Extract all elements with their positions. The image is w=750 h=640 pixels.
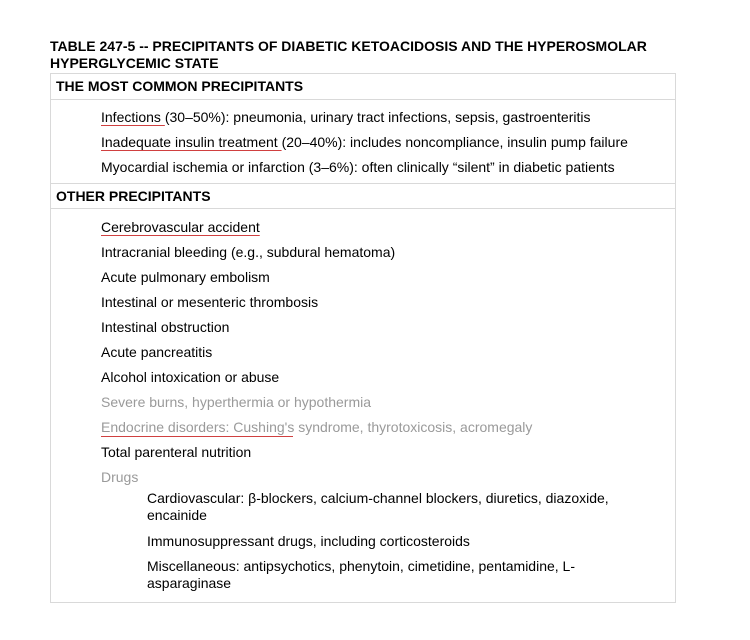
spellcheck-underline xyxy=(101,436,293,437)
list-item: Acute pancreatitis xyxy=(101,344,213,360)
list-item: Myocardial ischemia or infarction (3–6%): often clinically “silent” in diabetic patients xyxy=(101,159,615,175)
list-item: Severe burns, hyperthermia or hypothermia xyxy=(101,394,372,410)
section-heading-most-common: THE MOST COMMON PRECIPITANTS xyxy=(51,74,675,100)
drug-list-item: Miscellaneous: antipsychotics, phenytoin, cimetidine, pentamidine, L-asparaginase xyxy=(147,558,576,591)
drug-list-item: Cardiovascular: β-blockers, calcium-channel blockers, diuretics, diazoxide, encainide xyxy=(147,490,609,523)
list-item: Endocrine disorders: Cushing's syndrome, thyrotoxicosis, acromegaly xyxy=(101,419,533,435)
list-item: Infections (30–50%): pneumonia, urinary tract infections, sepsis, gastroenteritis xyxy=(101,109,591,125)
list-item: Drugs xyxy=(101,469,139,485)
list-item: Inadequate insulin treatment (20–40%): includes noncompliance, insulin pump failure xyxy=(101,134,628,150)
list-item: Acute pulmonary embolism xyxy=(101,269,270,285)
drug-list-item: Immunosuppressant drugs, including corticosteroids xyxy=(147,533,470,549)
section-heading-other: OTHER PRECIPITANTS xyxy=(51,183,675,209)
precipitants-table xyxy=(50,73,676,603)
title-line-1: TABLE 247-5 -- PRECIPITANTS OF DIABETIC KETOACIDOSIS AND THE HYPEROSMOLAR xyxy=(50,38,647,54)
list-item: Intracranial bleeding (e.g., subdural hematoma) xyxy=(101,244,396,260)
title-line-2: HYPERGLYCEMIC STATE xyxy=(50,55,219,71)
list-item: Intestinal or mesenteric thrombosis xyxy=(101,294,319,310)
table-title xyxy=(50,38,730,72)
list-item: Intestinal obstruction xyxy=(101,319,230,335)
list-item: Total parenteral nutrition xyxy=(101,444,252,460)
list-item: Alcohol intoxication or abuse xyxy=(101,369,280,385)
list-item: Cerebrovascular accident xyxy=(101,219,260,235)
